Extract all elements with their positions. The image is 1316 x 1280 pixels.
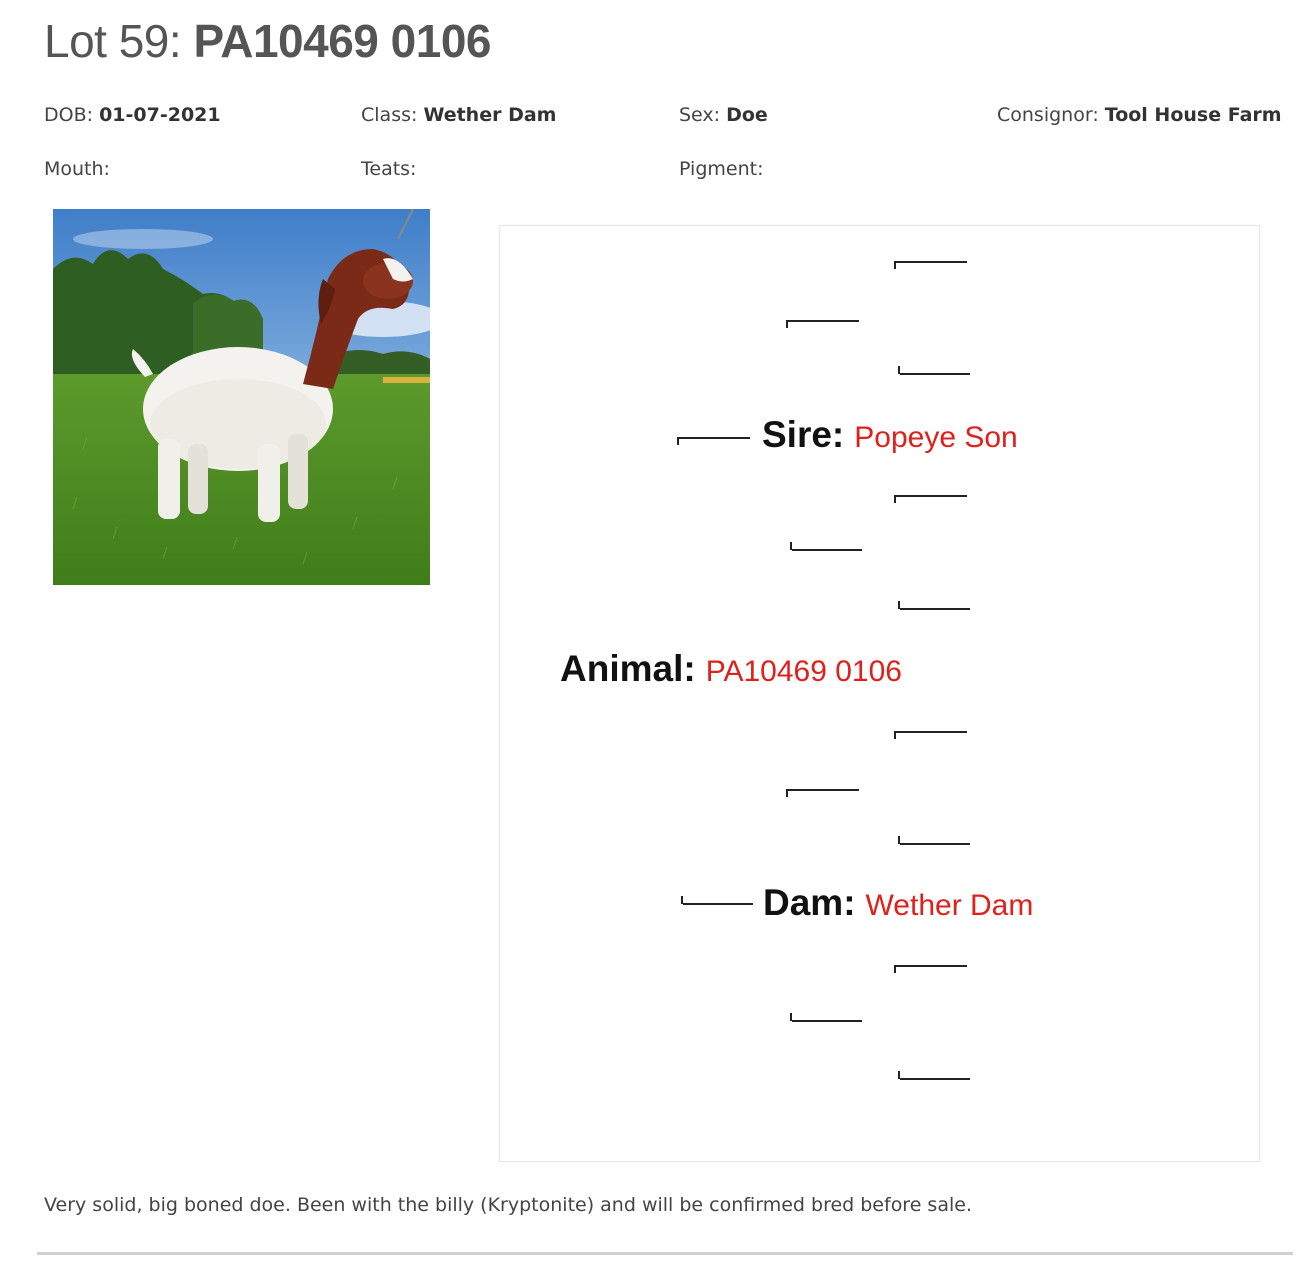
sire-value: Popeye Son — [854, 421, 1018, 454]
animal-label — [560, 648, 902, 690]
sire-key: Sire: — [762, 414, 845, 455]
sex-value: Doe — [726, 104, 768, 126]
dam-line — [683, 903, 753, 905]
animal-value: PA10469 0106 — [705, 655, 902, 688]
consignor-value: Tool House Farm — [1104, 104, 1282, 126]
dob-field — [44, 104, 221, 126]
sire-label — [762, 414, 1018, 456]
teats-field — [361, 158, 416, 180]
mouth-field — [44, 158, 110, 180]
dam-sire-dam-line — [900, 843, 970, 845]
sex-field — [679, 104, 768, 126]
dam-sire-line — [788, 789, 859, 791]
class-field — [361, 104, 556, 126]
goat-photo[interactable] — [53, 209, 430, 585]
dam-value: Wether Dam — [865, 889, 1034, 922]
lot-title — [44, 14, 491, 68]
sire-dam-dam-line — [900, 608, 970, 610]
lot-prefix: Lot 59: — [44, 15, 182, 67]
sire-sire-line — [788, 320, 859, 322]
goat-photo-illustration — [53, 209, 430, 585]
consignor-label: Consignor: — [997, 104, 1099, 126]
dob-label: DOB: — [44, 104, 94, 126]
pigment-label: Pigment: — [679, 158, 764, 180]
section-divider — [37, 1252, 1293, 1255]
teats-label: Teats: — [361, 158, 417, 180]
class-value: Wether Dam — [423, 104, 557, 126]
pedigree-chart — [499, 225, 1260, 1162]
dam-label — [763, 882, 1033, 924]
sire-sire-sire-line — [896, 261, 967, 263]
dam-sire-sire-line — [896, 731, 967, 733]
sire-sire-dam-line — [900, 373, 970, 375]
dob-value: 01-07-2021 — [99, 104, 221, 126]
class-label: Class: — [361, 104, 418, 126]
sex-label: Sex: — [679, 104, 721, 126]
dam-key: Dam: — [763, 882, 856, 923]
sire-line — [679, 437, 750, 439]
consignor-field — [997, 104, 1282, 126]
sire-dam-line — [792, 549, 862, 551]
lot-id: PA10469 0106 — [193, 15, 491, 67]
dam-dam-line — [792, 1020, 862, 1022]
animal-key: Animal: — [560, 648, 696, 689]
dam-dam-sire-line — [896, 965, 967, 967]
animal-info-grid — [44, 100, 1282, 190]
lot-notes: Very solid, big boned doe. Been with the billy (Kryptonite) and will be confirmed bred before sale. — [44, 1194, 972, 1216]
pigment-field — [679, 158, 763, 180]
sire-dam-sire-line — [896, 495, 967, 497]
mouth-label: Mouth: — [44, 158, 110, 180]
dam-dam-dam-line — [900, 1078, 970, 1080]
